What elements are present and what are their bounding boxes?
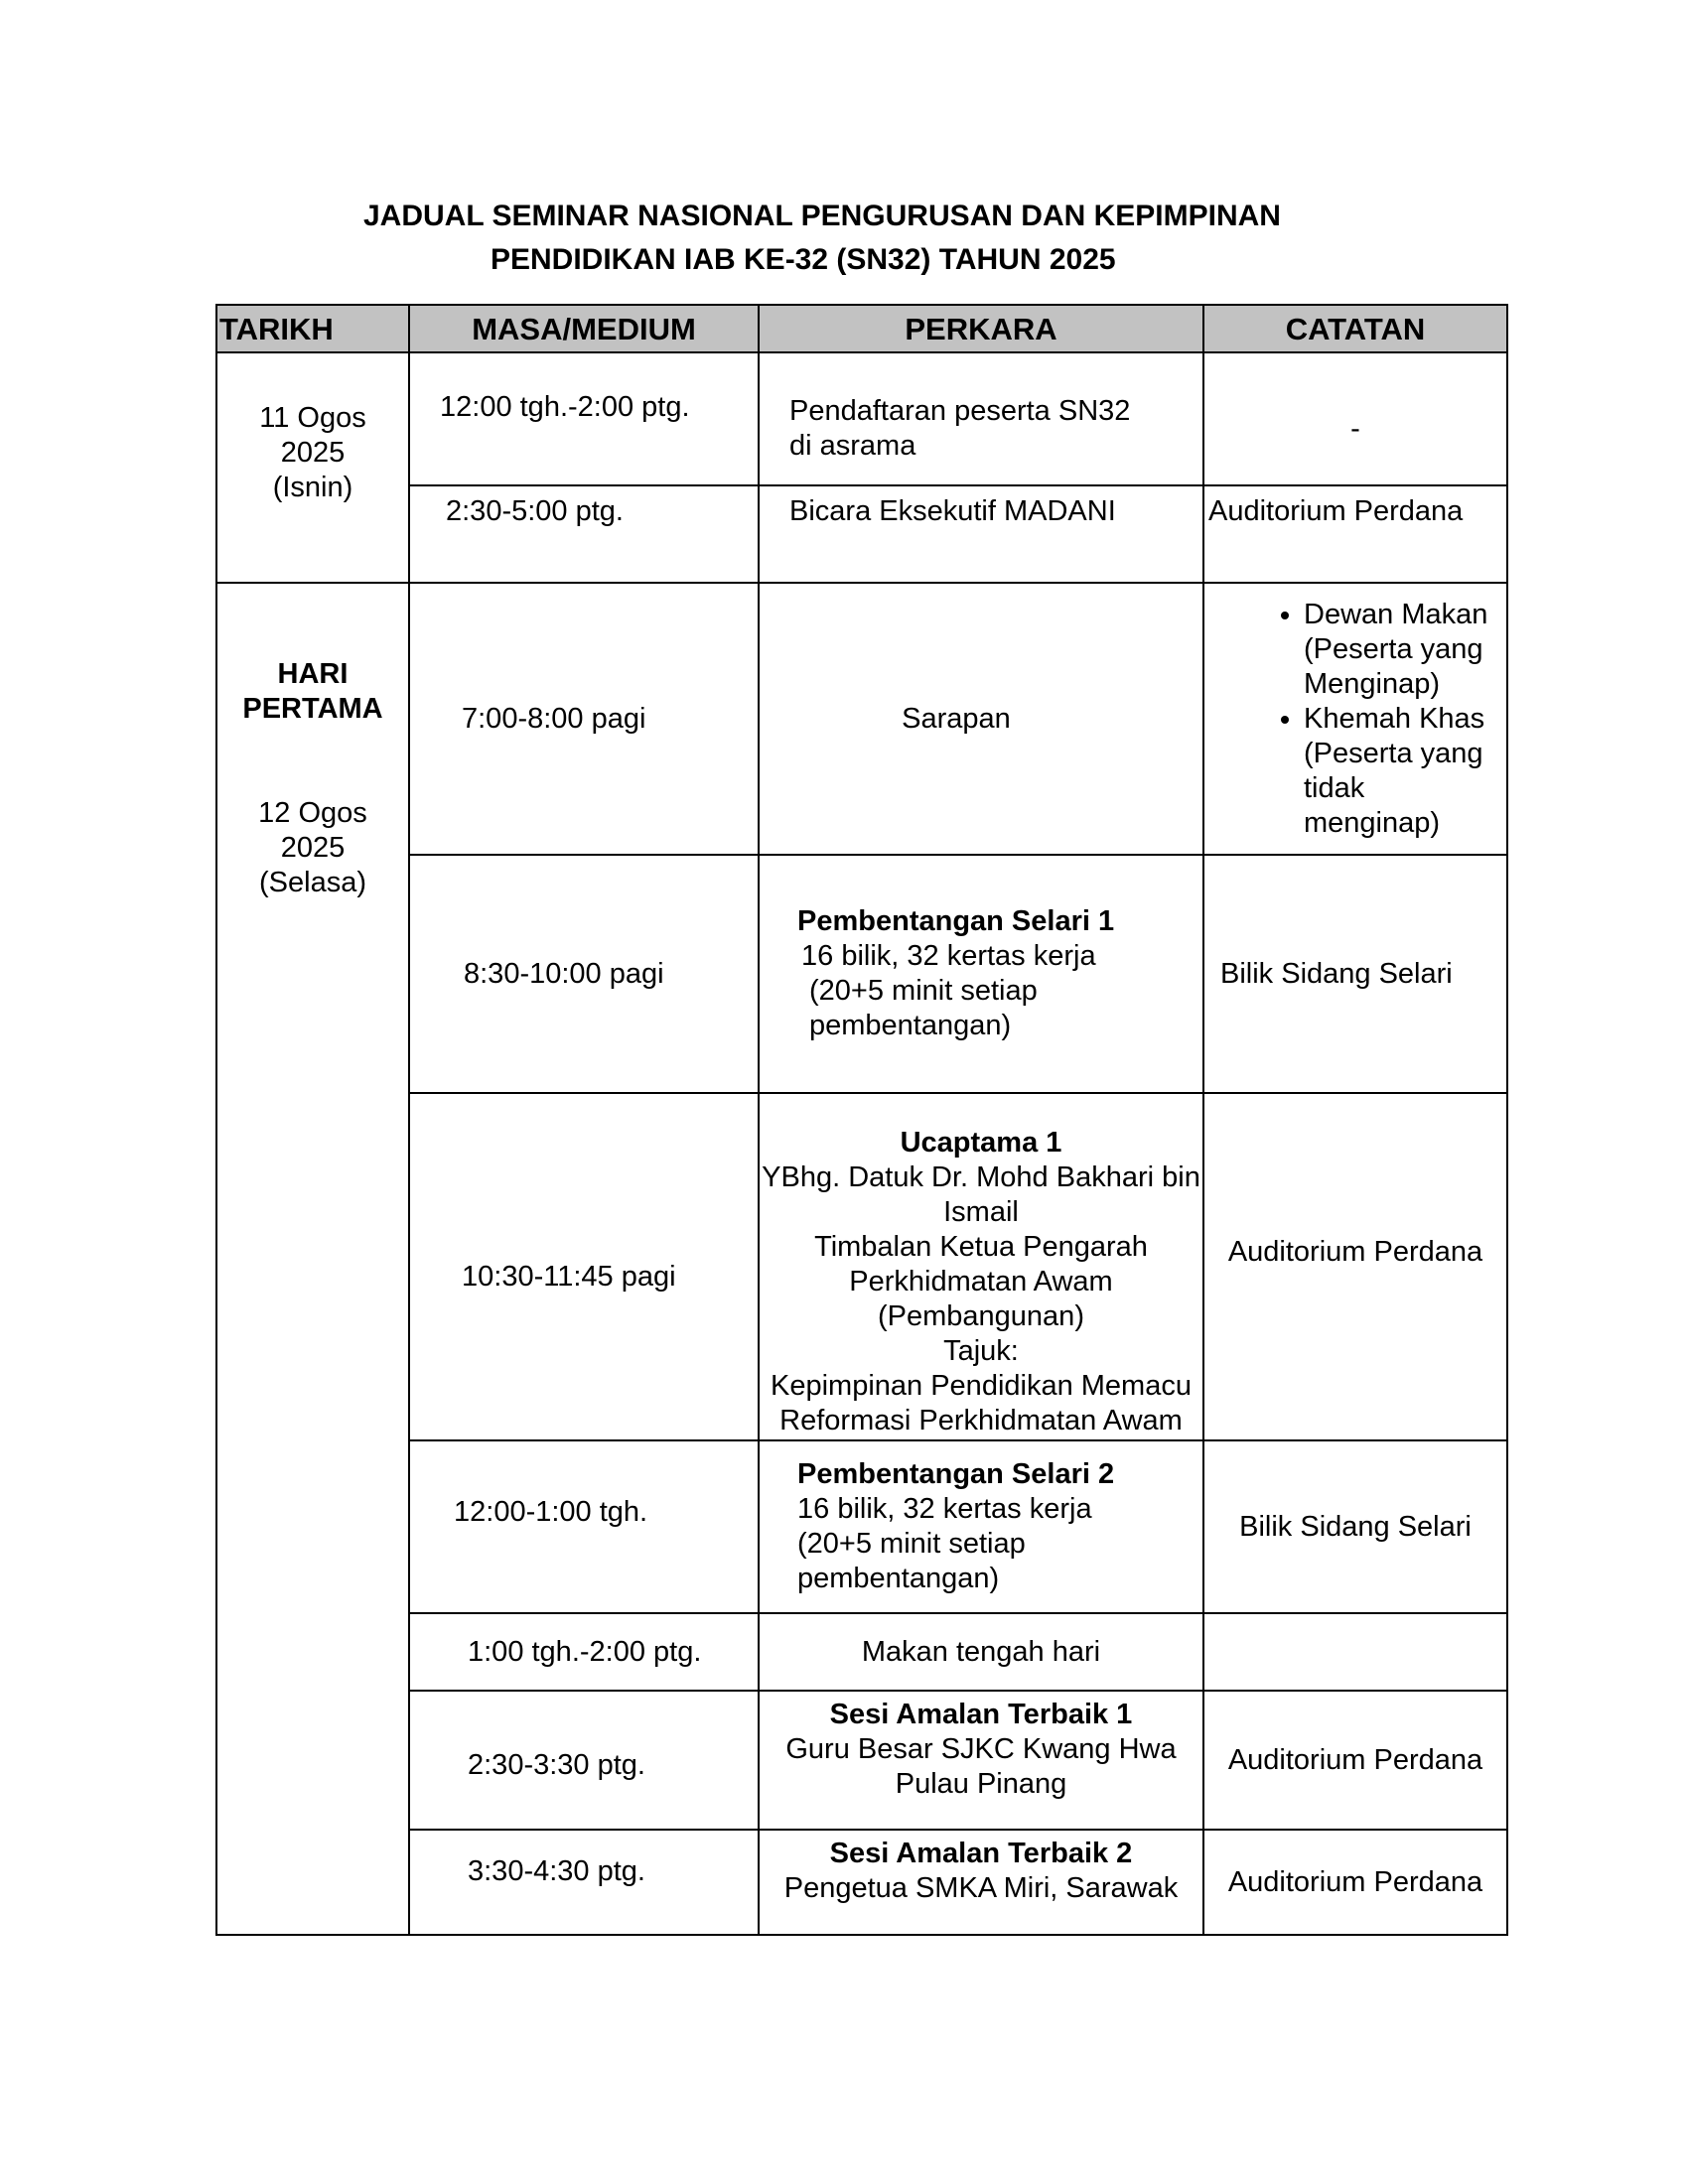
table-row xyxy=(216,855,1507,1093)
time-text: 1:00 tgh.-2:00 ptg. xyxy=(468,1635,702,1668)
note-cell xyxy=(1203,855,1507,1093)
day2-label: PERTAMA xyxy=(242,693,383,725)
note-text: Auditorium Perdana xyxy=(1227,1235,1483,1268)
session-title: Sesi Amalan Terbaik 1 xyxy=(829,1699,1133,1730)
time-cell xyxy=(409,1691,759,1830)
note-text: Auditorium Perdana xyxy=(1227,1865,1483,1898)
item-line: Guru Besar SJKC Kwang Hwa xyxy=(785,1733,1177,1765)
note-cell xyxy=(1203,485,1507,583)
day2-date-cell xyxy=(216,583,409,1935)
time-cell xyxy=(409,1613,759,1691)
time-cell xyxy=(409,855,759,1093)
header-row xyxy=(216,305,1507,352)
document-title xyxy=(0,195,1688,282)
time-text: 12:00-1:00 tgh. xyxy=(454,1495,648,1528)
item-text: Sarapan xyxy=(902,702,1011,735)
list-item xyxy=(1304,598,1500,702)
item-line: Ismail xyxy=(943,1195,1019,1228)
day1-date: 11 Ogos xyxy=(259,401,366,434)
item-line: Tajuk: xyxy=(943,1334,1019,1367)
note-text: Auditorium Perdana xyxy=(1208,495,1464,527)
note-cell xyxy=(1203,1691,1507,1830)
session-title: Ucaptama 1 xyxy=(900,1126,1062,1159)
note-line: menginap) xyxy=(1304,806,1441,839)
title-line-1: JADUAL SEMINAR NASIONAL PENGURUSAN DAN KEPIMPINAN xyxy=(363,200,1281,232)
item-line: Pendaftaran peserta SN32 xyxy=(789,395,1131,427)
time-cell xyxy=(409,1830,759,1935)
item-line: (20+5 minit setiap xyxy=(809,975,1038,1007)
title-line-2: PENDIDIKAN IAB KE-32 (SN32) TAHUN 2025 xyxy=(491,243,1116,276)
list-item xyxy=(1304,702,1500,841)
day2-date: 12 Ogos xyxy=(258,797,367,829)
day2-year: 2025 xyxy=(280,832,346,864)
schedule-table xyxy=(215,304,1508,1936)
day1-date-cell xyxy=(216,352,409,583)
table-row xyxy=(216,352,1507,485)
session-title: Pembentangan Selari 2 xyxy=(797,1458,1115,1490)
item-cell xyxy=(759,1830,1203,1935)
item-line: (Pembangunan) xyxy=(878,1299,1084,1332)
note-cell: - xyxy=(1203,352,1507,485)
time-cell: 12:00 tgh.-2:00 ptg. xyxy=(409,352,759,485)
item-line: di asrama xyxy=(789,430,916,462)
time-cell xyxy=(409,583,759,855)
header-perkara: PERKARA xyxy=(759,305,1203,352)
item-cell xyxy=(759,352,1203,485)
item-line: Pulau Pinang xyxy=(895,1768,1067,1800)
item-cell xyxy=(759,1440,1203,1613)
item-cell xyxy=(759,583,1203,855)
time-text: 10:30-11:45 pagi xyxy=(462,1260,676,1293)
item-line: pembentangan) xyxy=(809,1010,1012,1041)
note-line: (Peserta yang xyxy=(1304,632,1483,665)
header-catatan: CATATAN xyxy=(1203,305,1507,352)
day1-year: 2025 xyxy=(280,436,346,469)
table-row xyxy=(216,583,1507,855)
item-text: Bicara Eksekutif MADANI xyxy=(789,495,1116,527)
time-text: 2:30-5:00 ptg. xyxy=(446,495,624,527)
item-line: 16 bilik, 32 kertas kerja xyxy=(801,940,1096,972)
time-cell xyxy=(409,485,759,583)
note-line: (Peserta yang xyxy=(1304,737,1483,769)
time-text: 3:30-4:30 ptg. xyxy=(468,1855,645,1887)
item-line: YBhg. Datuk Dr. Mohd Bakhari bin xyxy=(762,1160,1200,1193)
note-text: Bilik Sidang Selari xyxy=(1239,1510,1472,1543)
time-cell xyxy=(409,1440,759,1613)
item-line: Perkhidmatan Awam xyxy=(849,1265,1113,1297)
table-row xyxy=(216,1691,1507,1830)
item-line: Timbalan Ketua Pengarah xyxy=(814,1230,1148,1263)
session-title: Pembentangan Selari 1 xyxy=(797,905,1115,937)
day2-label: HARI xyxy=(277,658,349,690)
item-cell xyxy=(759,1093,1203,1440)
table-row xyxy=(216,1440,1507,1613)
header-tarikh: TARIKH xyxy=(216,305,409,352)
note-line: tidak xyxy=(1304,771,1365,804)
time-text: 7:00-8:00 pagi xyxy=(462,702,646,735)
item-text: Makan tengah hari xyxy=(861,1635,1101,1668)
table-row xyxy=(216,1613,1507,1691)
note-cell xyxy=(1203,1440,1507,1613)
note-text: Auditorium Perdana xyxy=(1227,1743,1483,1776)
time-cell xyxy=(409,1093,759,1440)
session-title: Sesi Amalan Terbaik 2 xyxy=(829,1838,1133,1869)
item-line: 16 bilik, 32 kertas kerja xyxy=(797,1493,1092,1525)
time-text: 8:30-10:00 pagi xyxy=(464,957,664,990)
table-row xyxy=(216,1093,1507,1440)
item-cell xyxy=(759,1613,1203,1691)
note-text: Bilik Sidang Selari xyxy=(1220,957,1453,990)
day1-weekday: (Isnin) xyxy=(272,471,353,503)
table-row xyxy=(216,1830,1507,1935)
item-line: Kepimpinan Pendidikan Memacu xyxy=(771,1369,1192,1402)
item-line: pembentangan) xyxy=(797,1563,1000,1594)
note-cell xyxy=(1203,1093,1507,1440)
note-cell xyxy=(1203,1613,1507,1691)
item-cell xyxy=(759,485,1203,583)
note-line: • Khemah Khas xyxy=(1304,702,1485,735)
note-list xyxy=(1204,598,1506,841)
header-masa: MASA/MEDIUM xyxy=(409,305,759,352)
day2-weekday: (Selasa) xyxy=(259,867,366,898)
item-cell xyxy=(759,1691,1203,1830)
note-line: • Dewan Makan xyxy=(1304,598,1488,630)
item-cell xyxy=(759,855,1203,1093)
table-row xyxy=(216,485,1507,583)
item-line: Pengetua SMKA Miri, Sarawak xyxy=(783,1872,1179,1904)
note-cell xyxy=(1203,1830,1507,1935)
note-cell xyxy=(1203,583,1507,855)
item-line: (20+5 minit setiap xyxy=(797,1528,1026,1560)
time-text: 2:30-3:30 ptg. xyxy=(468,1748,645,1781)
item-line: Reformasi Perkhidmatan Awam xyxy=(779,1404,1183,1436)
note-line: Menginap) xyxy=(1304,667,1441,700)
